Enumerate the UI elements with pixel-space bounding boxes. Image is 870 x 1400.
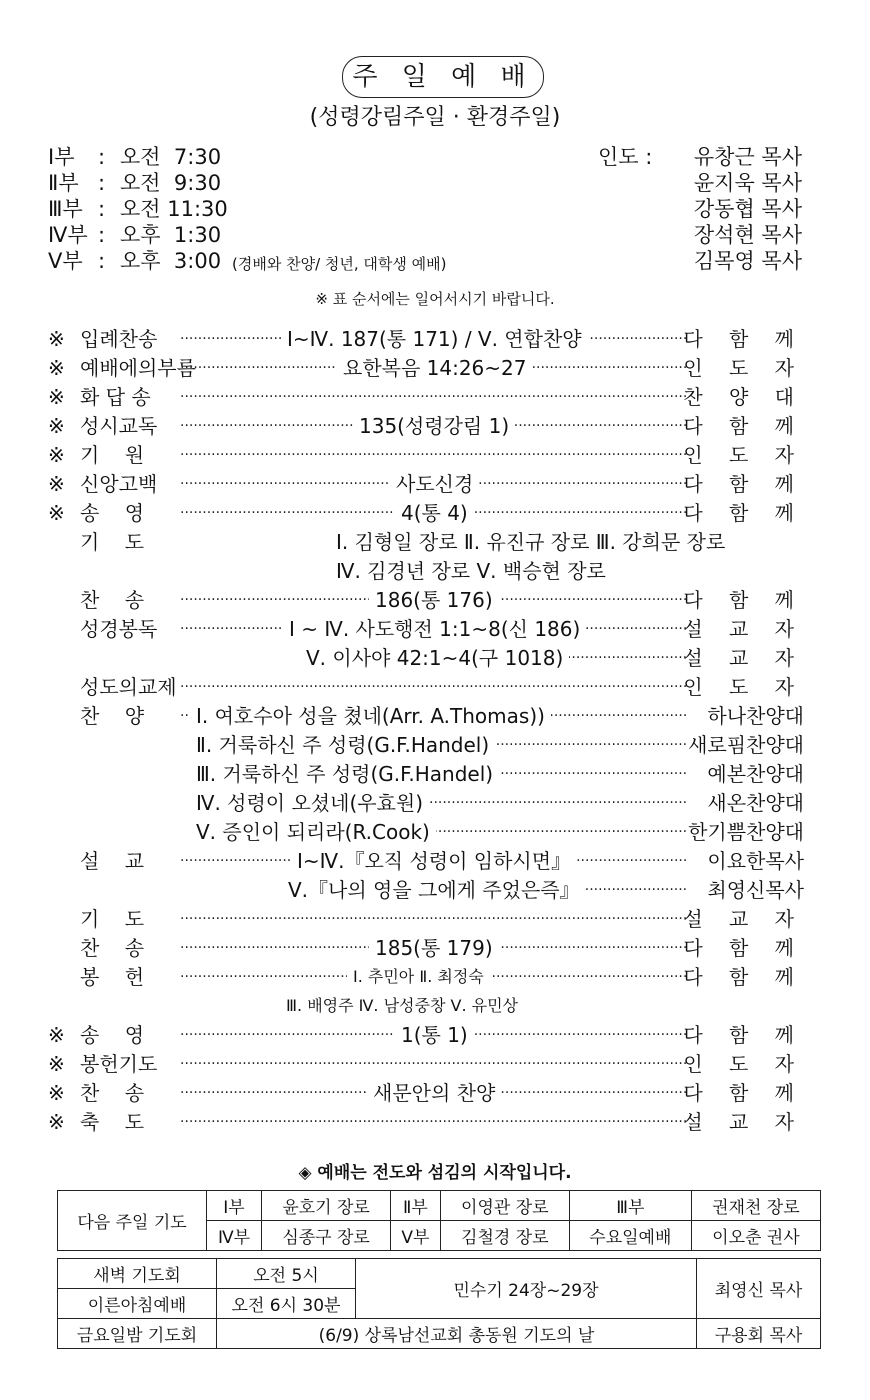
order-role: 인 도 자 (683, 356, 804, 380)
table-cell: 수요일예배 (569, 1221, 691, 1251)
order-role: 설 교 자 (683, 646, 804, 670)
service-separator: : (98, 197, 106, 221)
order-content: Ⅴ.『나의 영을 그에게 주었은즉』 (282, 876, 586, 904)
order-label: 입례찬송 (80, 327, 158, 351)
order-label: 기 원 (80, 443, 145, 467)
order-row (40, 760, 810, 788)
leader-dots (180, 673, 688, 701)
service-separator: : (98, 249, 106, 273)
order-label: 예배에의부름 (80, 356, 196, 380)
order-role: 다 함 께 (683, 936, 804, 960)
order-role: 찬 양 대 (683, 385, 804, 409)
table-cell: Ⅱ부 (391, 1191, 441, 1221)
order-content: Ⅴ. 증인이 되리라(R.Cook) (190, 818, 436, 846)
service-part: Ⅲ부 (48, 197, 83, 221)
order-content: Ⅰ. 김형일 장로 Ⅱ. 유진규 장로 Ⅲ. 강희문 장로 (330, 528, 731, 556)
order-content: Ⅲ. 거룩하신 주 성령(G.F.Handel) (190, 760, 499, 788)
standing-mark: ※ (48, 327, 65, 351)
standing-mark: ※ (48, 1052, 65, 1076)
order-role: 설 교 자 (683, 617, 804, 641)
service-note: (경배와 찬양/ 청년, 대학생 예배) (232, 255, 447, 273)
order-role: 다 함 께 (683, 501, 804, 525)
order-label: 화 답 송 (80, 385, 151, 409)
order-row (40, 847, 810, 875)
friday-prayer-desc: (6/9) 상록남선교회 총동원 기도의 날 (217, 1319, 697, 1349)
order-label: 성도의교제 (80, 675, 177, 699)
service-part: Ⅳ부 (48, 223, 88, 247)
leader-name: 장석현 목사 (693, 223, 802, 247)
order-row (40, 876, 810, 904)
leader-name: 김목영 목사 (693, 249, 802, 273)
service-time: 오전 7:30 (120, 145, 222, 169)
order-content: Ⅱ. 거룩하신 주 성령(G.F.Handel) (190, 731, 495, 759)
table-cell: Ⅴ부 (391, 1221, 441, 1251)
early-service-time: 오전 6시 30분 (217, 1289, 356, 1319)
order-row (40, 644, 810, 672)
service-part: Ⅱ부 (48, 171, 79, 195)
order-role: 한기쁨찬양대 (688, 820, 804, 844)
order-content: 186(통 176) (369, 586, 499, 614)
leader-dots (180, 441, 688, 469)
order-row (40, 557, 810, 585)
table-cell: 심종구 장로 (262, 1221, 391, 1251)
dawn-leader: 최영신 목사 (697, 1259, 821, 1319)
table-cell: 이오춘 권사 (691, 1221, 820, 1251)
order-role: 이요한목사 (707, 849, 804, 873)
order-role: 다 함 께 (683, 1023, 804, 1047)
order-label: 성경봉독 (80, 617, 158, 641)
order-row (40, 818, 810, 846)
page-subtitle: (성령강림주일 · 환경주일) (309, 105, 561, 130)
friday-prayer-label: 금요일밤 기도회 (58, 1319, 217, 1349)
order-row (40, 354, 810, 382)
table-cell: 윤호기 장로 (262, 1191, 391, 1221)
order-row (40, 789, 810, 817)
order-row (40, 383, 810, 411)
order-content: 1(통 1) (395, 1021, 474, 1049)
order-content: Ⅲ. 배영주 Ⅳ. 남성중창 Ⅴ. 유민상 (280, 992, 524, 1020)
order-label: 찬 양 (80, 704, 145, 728)
leader-dots (180, 383, 688, 411)
service-time: 오후 1:30 (120, 223, 222, 247)
order-row (40, 586, 810, 614)
leader-label: 인도 : (598, 145, 653, 169)
order-label: 송 영 (80, 501, 145, 525)
order-content: Ⅰ~Ⅳ.『오직 성령이 임하시면』 (291, 847, 577, 875)
order-row (40, 731, 810, 759)
order-role: 다 함 께 (683, 965, 804, 989)
order-content: Ⅳ. 김경년 장로 Ⅴ. 백승현 장로 (330, 557, 612, 585)
scripture-reading: 민수기 24장~29장 (356, 1259, 697, 1319)
next-prayer-table (57, 1190, 821, 1251)
standing-mark: ※ (48, 385, 65, 409)
service-time: 오전 11:30 (120, 197, 228, 221)
standing-mark: ※ (48, 1110, 65, 1134)
order-label: 봉헌기도 (80, 1052, 158, 1076)
order-row (40, 1108, 810, 1136)
service-part: Ⅰ부 (48, 145, 75, 169)
table-cell: 이영관 장로 (440, 1191, 569, 1221)
order-label: 기 도 (80, 530, 145, 554)
footer-note: ◈ 예배는 전도와 섬김의 시작입니다. (298, 1163, 572, 1183)
order-content: 135(성령강림 1) (353, 412, 515, 440)
order-content: Ⅴ. 이사야 42:1~4(구 1018) (300, 644, 569, 672)
leader-name: 유창근 목사 (693, 145, 802, 169)
dawn-prayer-time: 오전 5시 (217, 1259, 356, 1289)
order-role: 하나찬양대 (707, 704, 804, 728)
order-role: 예본찬양대 (707, 762, 804, 786)
service-separator: : (98, 145, 106, 169)
order-label: 신앙고백 (80, 472, 158, 496)
leader-name: 강동협 목사 (693, 197, 802, 221)
service-part: Ⅴ부 (48, 249, 83, 273)
order-role: 새온찬양대 (707, 791, 804, 815)
order-row (40, 441, 810, 469)
order-role: 인 도 자 (683, 1052, 804, 1076)
standing-mark: ※ (48, 414, 65, 438)
order-role: 설 교 자 (683, 1110, 804, 1134)
order-row (40, 934, 810, 962)
order-label: 봉 헌 (80, 965, 145, 989)
meetings-table (57, 1258, 821, 1349)
table-cell: Ⅲ부 (569, 1191, 691, 1221)
order-content: 185(통 179) (369, 934, 499, 962)
leader-name: 윤지욱 목사 (693, 171, 802, 195)
order-label: 송 영 (80, 1023, 145, 1047)
order-row (40, 470, 810, 498)
standing-note: ※ 표 순서에는 일어서시기 바랍니다. (315, 290, 555, 308)
order-row (40, 1079, 810, 1107)
early-service-label: 이른아침예배 (58, 1289, 217, 1319)
order-content: Ⅰ~Ⅳ. 187(통 171) / Ⅴ. 연합찬양 (281, 325, 588, 353)
order-content: 사도신경 (390, 470, 479, 498)
order-content: Ⅳ. 성령이 오셨네(우효원) (190, 789, 429, 817)
order-row (40, 412, 810, 440)
order-role: 인 도 자 (683, 443, 804, 467)
next-prayer-label: 다음 주일 기도 (58, 1191, 207, 1251)
order-role: 다 함 께 (683, 414, 804, 438)
service-time: 오후 3:00 (120, 249, 222, 273)
order-role: 다 함 께 (683, 1081, 804, 1105)
service-time: 오전 9:30 (120, 171, 222, 195)
order-role: 새로핌찬양대 (688, 733, 804, 757)
order-label: 찬 송 (80, 588, 145, 612)
order-content: Ⅰ. 추민아 Ⅱ. 최정숙 (347, 963, 490, 991)
order-label: 성시교독 (80, 414, 158, 438)
order-row (40, 992, 810, 1020)
order-row (40, 325, 810, 353)
order-label: 기 도 (80, 907, 145, 931)
table-cell: Ⅳ부 (207, 1221, 262, 1251)
order-content: 새문안의 찬양 (367, 1079, 501, 1107)
order-content: 4(통 4) (395, 499, 474, 527)
order-row (40, 702, 810, 730)
order-label: 축 도 (80, 1110, 145, 1134)
page-title: 주 일 예 배 (342, 56, 544, 98)
friday-leader: 구용회 목사 (697, 1319, 821, 1349)
order-label: 찬 송 (80, 936, 145, 960)
order-label: 설 교 (80, 849, 145, 873)
table-cell: 권재천 장로 (691, 1191, 820, 1221)
order-row (40, 1021, 810, 1049)
dawn-prayer-label: 새벽 기도회 (58, 1259, 217, 1289)
service-separator: : (98, 223, 106, 247)
order-content: 요한복음 14:26~27 (337, 354, 532, 382)
order-content: Ⅰ ~ Ⅳ. 사도행전 1:1~8(신 186) (283, 615, 586, 643)
leader-dots (180, 905, 688, 933)
order-row (40, 1050, 810, 1078)
table-cell: Ⅰ부 (207, 1191, 262, 1221)
order-row (40, 528, 810, 556)
order-row (40, 499, 810, 527)
leader-dots (180, 1108, 688, 1136)
table-cell: 김철경 장로 (440, 1221, 569, 1251)
order-role: 인 도 자 (683, 675, 804, 699)
order-role: 다 함 께 (683, 472, 804, 496)
standing-mark: ※ (48, 356, 65, 380)
standing-mark: ※ (48, 501, 65, 525)
order-row (40, 905, 810, 933)
order-row (40, 673, 810, 701)
order-label: 찬 송 (80, 1081, 145, 1105)
order-role: 다 함 께 (683, 327, 804, 351)
standing-mark: ※ (48, 472, 65, 496)
order-row (40, 963, 810, 991)
service-separator: : (98, 171, 106, 195)
standing-mark: ※ (48, 1081, 65, 1105)
order-role: 최영신목사 (707, 878, 804, 902)
standing-mark: ※ (48, 443, 65, 467)
order-role: 설 교 자 (683, 907, 804, 931)
order-content: Ⅰ. 여호수아 성을 쳤네(Arr. A.Thomas)) (190, 702, 551, 730)
order-role: 다 함 께 (683, 588, 804, 612)
order-row (40, 615, 810, 643)
leader-dots (180, 1050, 688, 1078)
standing-mark: ※ (48, 1023, 65, 1047)
